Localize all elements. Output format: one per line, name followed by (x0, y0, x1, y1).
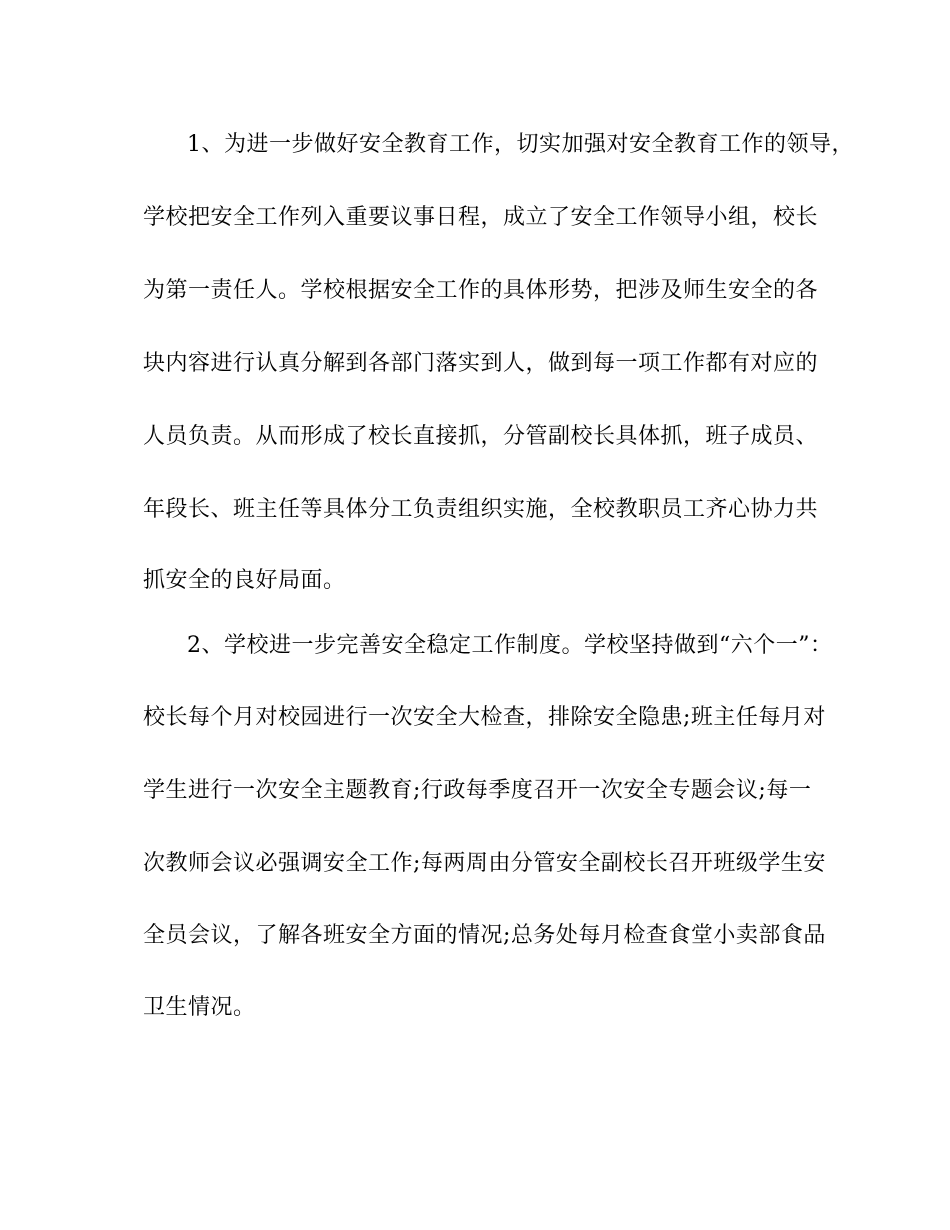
paragraph-line: 块内容进行认真分解到各部门落实到人，做到每一项工作都有对应的 (143, 351, 819, 376)
paragraph-line: 1、为进一步做好安全教育工作，切实加强对安全教育工作的领导， (187, 132, 854, 157)
paragraph-line: 校长每个月对校园进行一次安全大检查，排除安全隐患;班主任每月对 (143, 705, 826, 730)
paragraph-line: 次教师会议必强调安全工作;每两周由分管安全副校长召开班级学生安 (143, 851, 826, 876)
paragraph-line: 人员负责。从而形成了校长直接抓，分管副校长具体抓，班子成员、 (143, 424, 819, 449)
paragraph-line: 抓安全的良好局面。 (143, 568, 346, 593)
paragraph-line: 卫生情况。 (143, 995, 256, 1020)
paragraph-line: 2、学校进一步完善安全稳定工作制度。学校坚持做到“六个一”： (187, 633, 833, 658)
paragraph-line: 为第一责任人。学校根据安全工作的具体形势，把涉及师生安全的各 (143, 278, 819, 303)
paragraph-line: 学校把安全工作列入重要议事日程，成立了安全工作领导小组，校长 (143, 205, 819, 230)
paragraph-line: 年段长、班主任等具体分工负责组织实施，全校教职员工齐心协力共 (143, 497, 819, 522)
paragraph-line: 全员会议，了解各班安全方面的情况;总务处每月检查食堂小卖部食品 (143, 923, 826, 948)
paragraph-line: 学生进行一次安全主题教育;行政每季度召开一次安全专题会议;每一 (143, 778, 812, 803)
